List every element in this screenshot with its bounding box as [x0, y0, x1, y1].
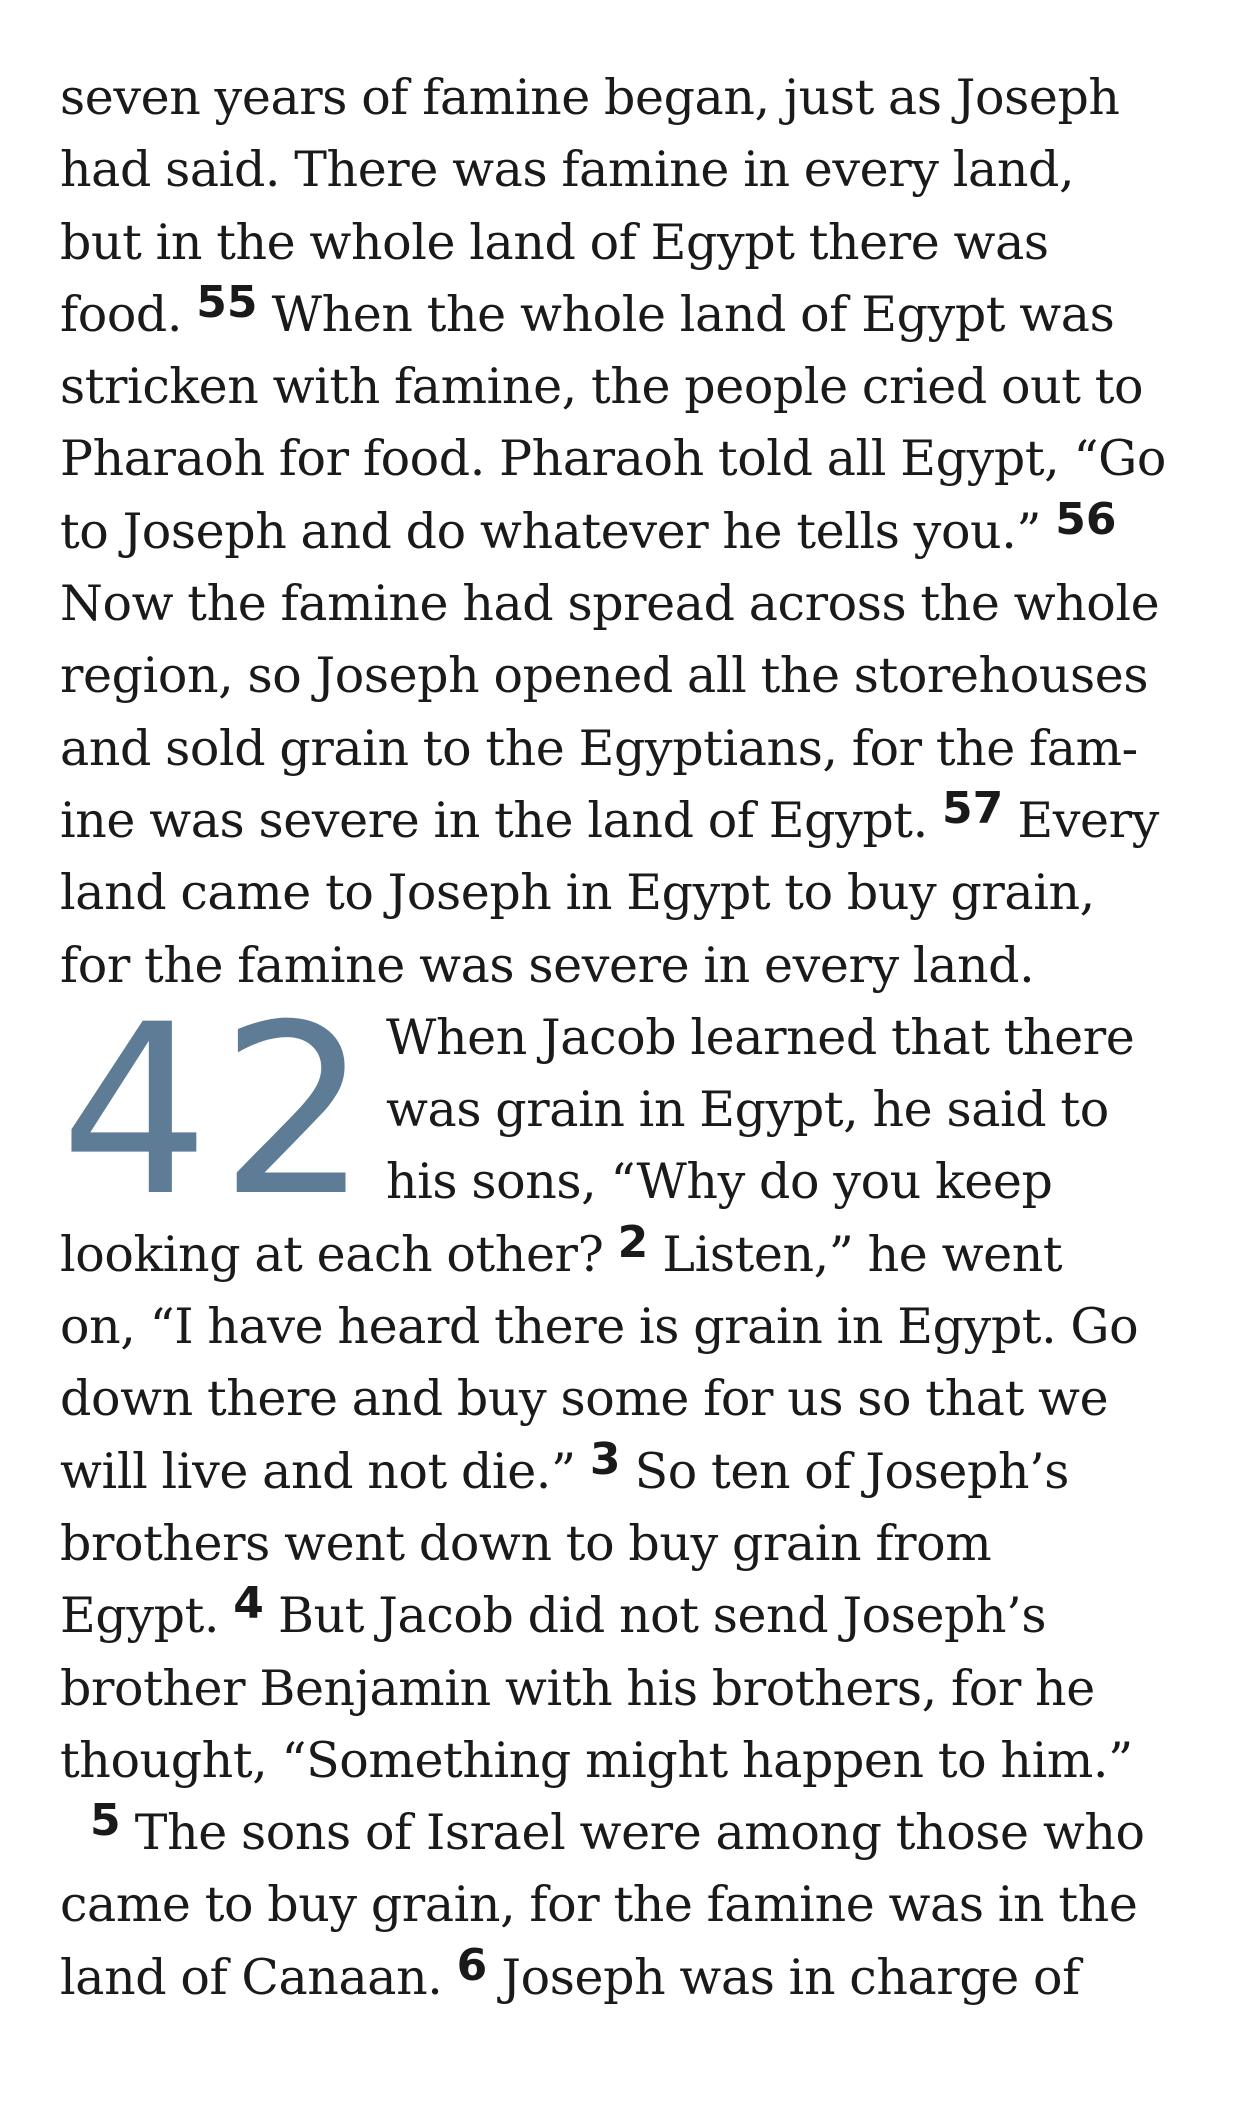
- verse-text: seven years of famine began, just as Joseph: [60, 69, 1120, 126]
- text-line: was grain in Egypt, he said to: [386, 1081, 1109, 1139]
- text-line: [60, 423, 1210, 495]
- verse-text: came to buy grain, for the famine was in the: [60, 1876, 1138, 1934]
- text-line: When Jacob learned that there: [386, 1008, 1135, 1066]
- text-line: [60, 568, 1210, 640]
- text-line: [60, 134, 1210, 206]
- text-line: [60, 207, 1210, 279]
- verse-text: Every: [1003, 791, 1159, 849]
- verse-text: on, “I have heard there is grain in Egypt. Go: [60, 1298, 1139, 1356]
- passage-before-chapter: [60, 62, 1210, 1002]
- verse-text: Listen,” he went: [648, 1225, 1063, 1283]
- text-line: his sons, “Why do you keep: [386, 1153, 1053, 1211]
- verse-text: will live and not die.”: [60, 1442, 590, 1500]
- verse-text: and sold grain to the Egyptians, for the fam-: [60, 719, 1138, 777]
- text-line: [60, 493, 1210, 568]
- text-line: [60, 640, 1210, 712]
- verse-text: ine was severe in the land of Egypt.: [60, 791, 942, 849]
- verse-text: brothers went down to buy grain from: [60, 1514, 992, 1572]
- chapter-start: [60, 974, 1210, 1248]
- passage-after-chapter: [60, 1216, 1210, 2014]
- text-line: [60, 1797, 1210, 1869]
- verse-text: but in the whole land of Egypt there was: [60, 213, 1049, 271]
- verse-text: The sons of Israel were among those who: [120, 1804, 1145, 1862]
- chapter-number: 42: [60, 974, 380, 1248]
- verse-text: Egypt.: [60, 1587, 234, 1645]
- verse-number: 55: [196, 276, 258, 328]
- text-line: [60, 1653, 1210, 1725]
- text-line: [60, 1869, 1210, 1941]
- verse-text: to Joseph and do whatever he tells you.”: [60, 502, 1056, 560]
- text-line: [60, 351, 1210, 423]
- text-line: [60, 713, 1210, 785]
- text-line: [60, 62, 1210, 134]
- text-line: [60, 1508, 1210, 1580]
- chapter-opening-lines: [386, 1002, 1134, 1219]
- verse-text: land of Canaan.: [60, 1948, 457, 2006]
- text-line: [60, 857, 1210, 929]
- verse-text: When the whole land of Egypt was: [257, 285, 1115, 343]
- verse-text: looking at each other?: [60, 1225, 618, 1283]
- verse-text: Now the famine had spread across the whole: [60, 575, 1160, 633]
- text-line: [60, 1939, 1210, 2014]
- verse-text: thought, “Something might happen to him.”: [60, 1731, 1133, 1789]
- verse-number: 3: [589, 1433, 621, 1485]
- verse-text: down there and buy some for us so that we: [60, 1370, 1109, 1428]
- verse-text: stricken with famine, the people cried out to: [60, 358, 1144, 416]
- text-line: [60, 1291, 1210, 1363]
- verse-text: food.: [60, 285, 197, 343]
- verse-text: for the famine was severe in every land.: [60, 936, 1035, 994]
- verse-text: So ten of Joseph’s: [620, 1442, 1070, 1500]
- verse-number: 6: [456, 1939, 488, 1991]
- verse-text: brother Benjamin with his brothers, for he: [60, 1659, 1095, 1717]
- verse-text: land came to Joseph in Egypt to buy grain,: [60, 864, 1095, 922]
- verse-number: 4: [233, 1578, 264, 1630]
- verse-number: 56: [1055, 493, 1117, 545]
- reading-page: [60, 62, 1210, 2014]
- verse-text: Pharaoh for food. Pharaoh told all Egypt, “Go: [60, 430, 1166, 488]
- text-line: [60, 1363, 1210, 1435]
- text-line: [60, 782, 1210, 857]
- text-line: [60, 1580, 1210, 1652]
- verse-text: Joseph was in charge of: [487, 1948, 1080, 2006]
- verse-number: 57: [941, 782, 1004, 834]
- verse-number: 2: [617, 1216, 649, 1268]
- verse-text: But Jacob did not send Joseph’s: [263, 1587, 1047, 1645]
- verse-text: had said. There was famine in every land,: [60, 141, 1075, 199]
- verse-text: region, so Joseph opened all the storehouses: [60, 647, 1149, 705]
- verse-number: 5: [90, 1795, 121, 1847]
- text-line: [60, 276, 1210, 351]
- text-line: [60, 1725, 1210, 1797]
- text-line: [60, 1433, 1210, 1508]
